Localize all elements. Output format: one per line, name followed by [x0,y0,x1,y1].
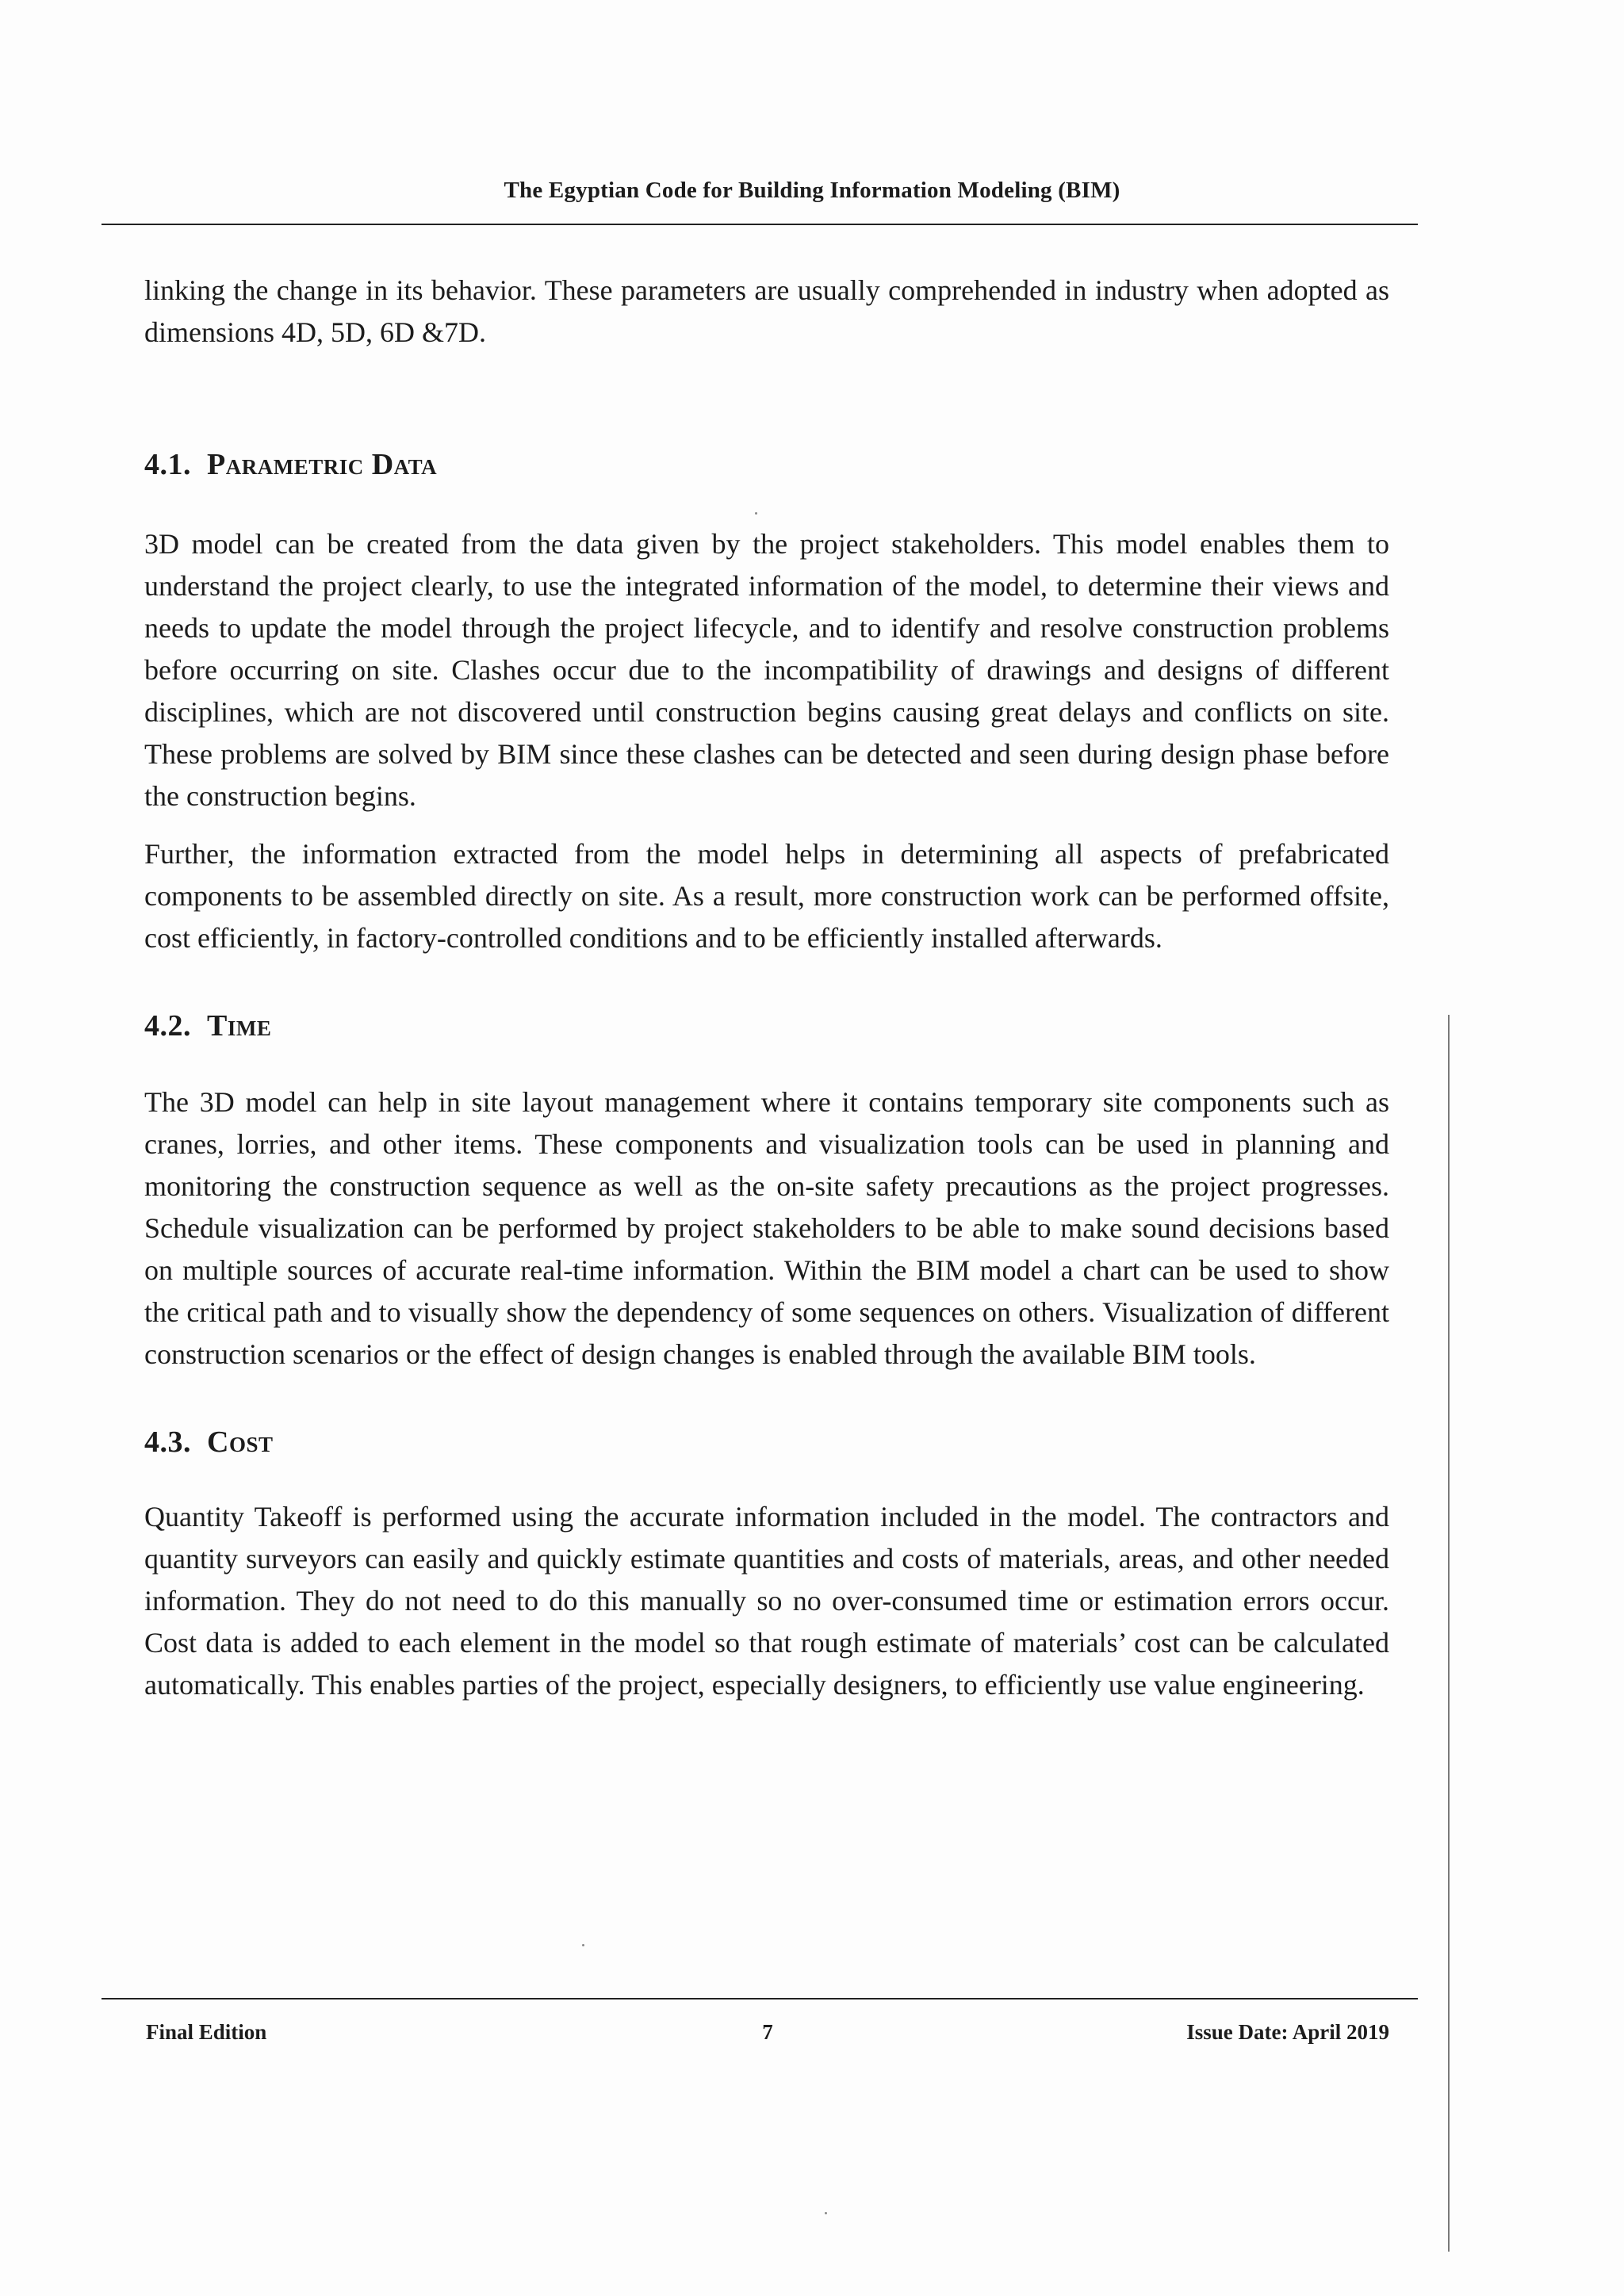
scan-dust-mark [582,1944,584,1946]
footer-edition: Final Edition [146,2020,267,2044]
section-title: Cost [207,1425,274,1459]
scan-dust-mark [755,512,757,515]
scan-edge-line [1448,1015,1450,2252]
cost-paragraph-1: Quantity Takeoff is performed using the accurate information included in the model. The contractors and quantity surveyors can easily and quickly estimate quantities and costs of materials, areas, and other needed information. They do not need to do this manually so no over-consumed time or estimation errors occur. Cost data is added to each element in the model so that rough estimate of materials’ cost can be calculated automatically. This enables parties of the project, especially designers, to efficiently use value engineering. [144,1501,1389,1701]
section-heading-parametric-data [144,447,1389,482]
parametric-data-paragraph-2: Further, the information extracted from the model helps in determining all aspects of prefabricated components to be assembled directly on site. As a result, more construction work can be performed offsite, cost efficiently, in factory-controlled conditions and to be efficiently installed afterwards. [144,838,1389,954]
section-number: 4.3. [144,1425,191,1459]
header-rule [102,224,1418,225]
section-number: 4.1. [144,448,191,481]
section-title: Parametric Data [207,448,438,481]
section-heading-time [144,1008,1389,1043]
page-body [144,270,1389,1722]
section-heading-cost [144,1425,1389,1460]
footer-issue-date: Issue Date: April 2019 [1186,2020,1389,2044]
time-paragraph-1: The 3D model can help in site layout management where it contains temporary site components such as cranes, lorries, and other items. These components and visualization tools can be used in planning and monitoring the construction sequence as well as the on-site safety precautions as the project progresses. Schedule visualization can be performed by project stakeholders to be able to make sound decisions based on multiple sources of accurate real-time information. Within the BIM model a chart can be used to show the critical path and to visually show the dependency of some sequences on others. Visualization of different construction scenarios or the effect of design changes is enabled through the available BIM tools. [144,1086,1389,1370]
running-header-title: The Egyptian Code for Building Information Modeling (BIM) [504,178,1120,203]
footer-rule [102,1998,1418,1999]
section-title: Time [207,1009,272,1043]
parametric-data-paragraph-1: 3D model can be created from the data given by the project stakeholders. This model enables them to understand the project clearly, to use the integrated information of the model, to determine their views and needs to update the model through the project lifecycle, and to identify and resolve construction problems before occurring on site. Clashes occur due to the incompatibility of drawings and designs of different disciplines, which are not discovered until construction begins causing great delays and conflicts on site. These problems are solved by BIM since these clashes can be detected and seen during design phase before the construction begins. [144,528,1389,812]
section-number: 4.2. [144,1009,191,1043]
footer-page-number: 7 [762,2020,773,2044]
scan-dust-mark [825,2212,827,2214]
intro-paragraph: linking the change in its behavior. These parameters are usually comprehended in industry when adopted as dimensions 4D, 5D, 6D &7D. [144,274,1389,348]
